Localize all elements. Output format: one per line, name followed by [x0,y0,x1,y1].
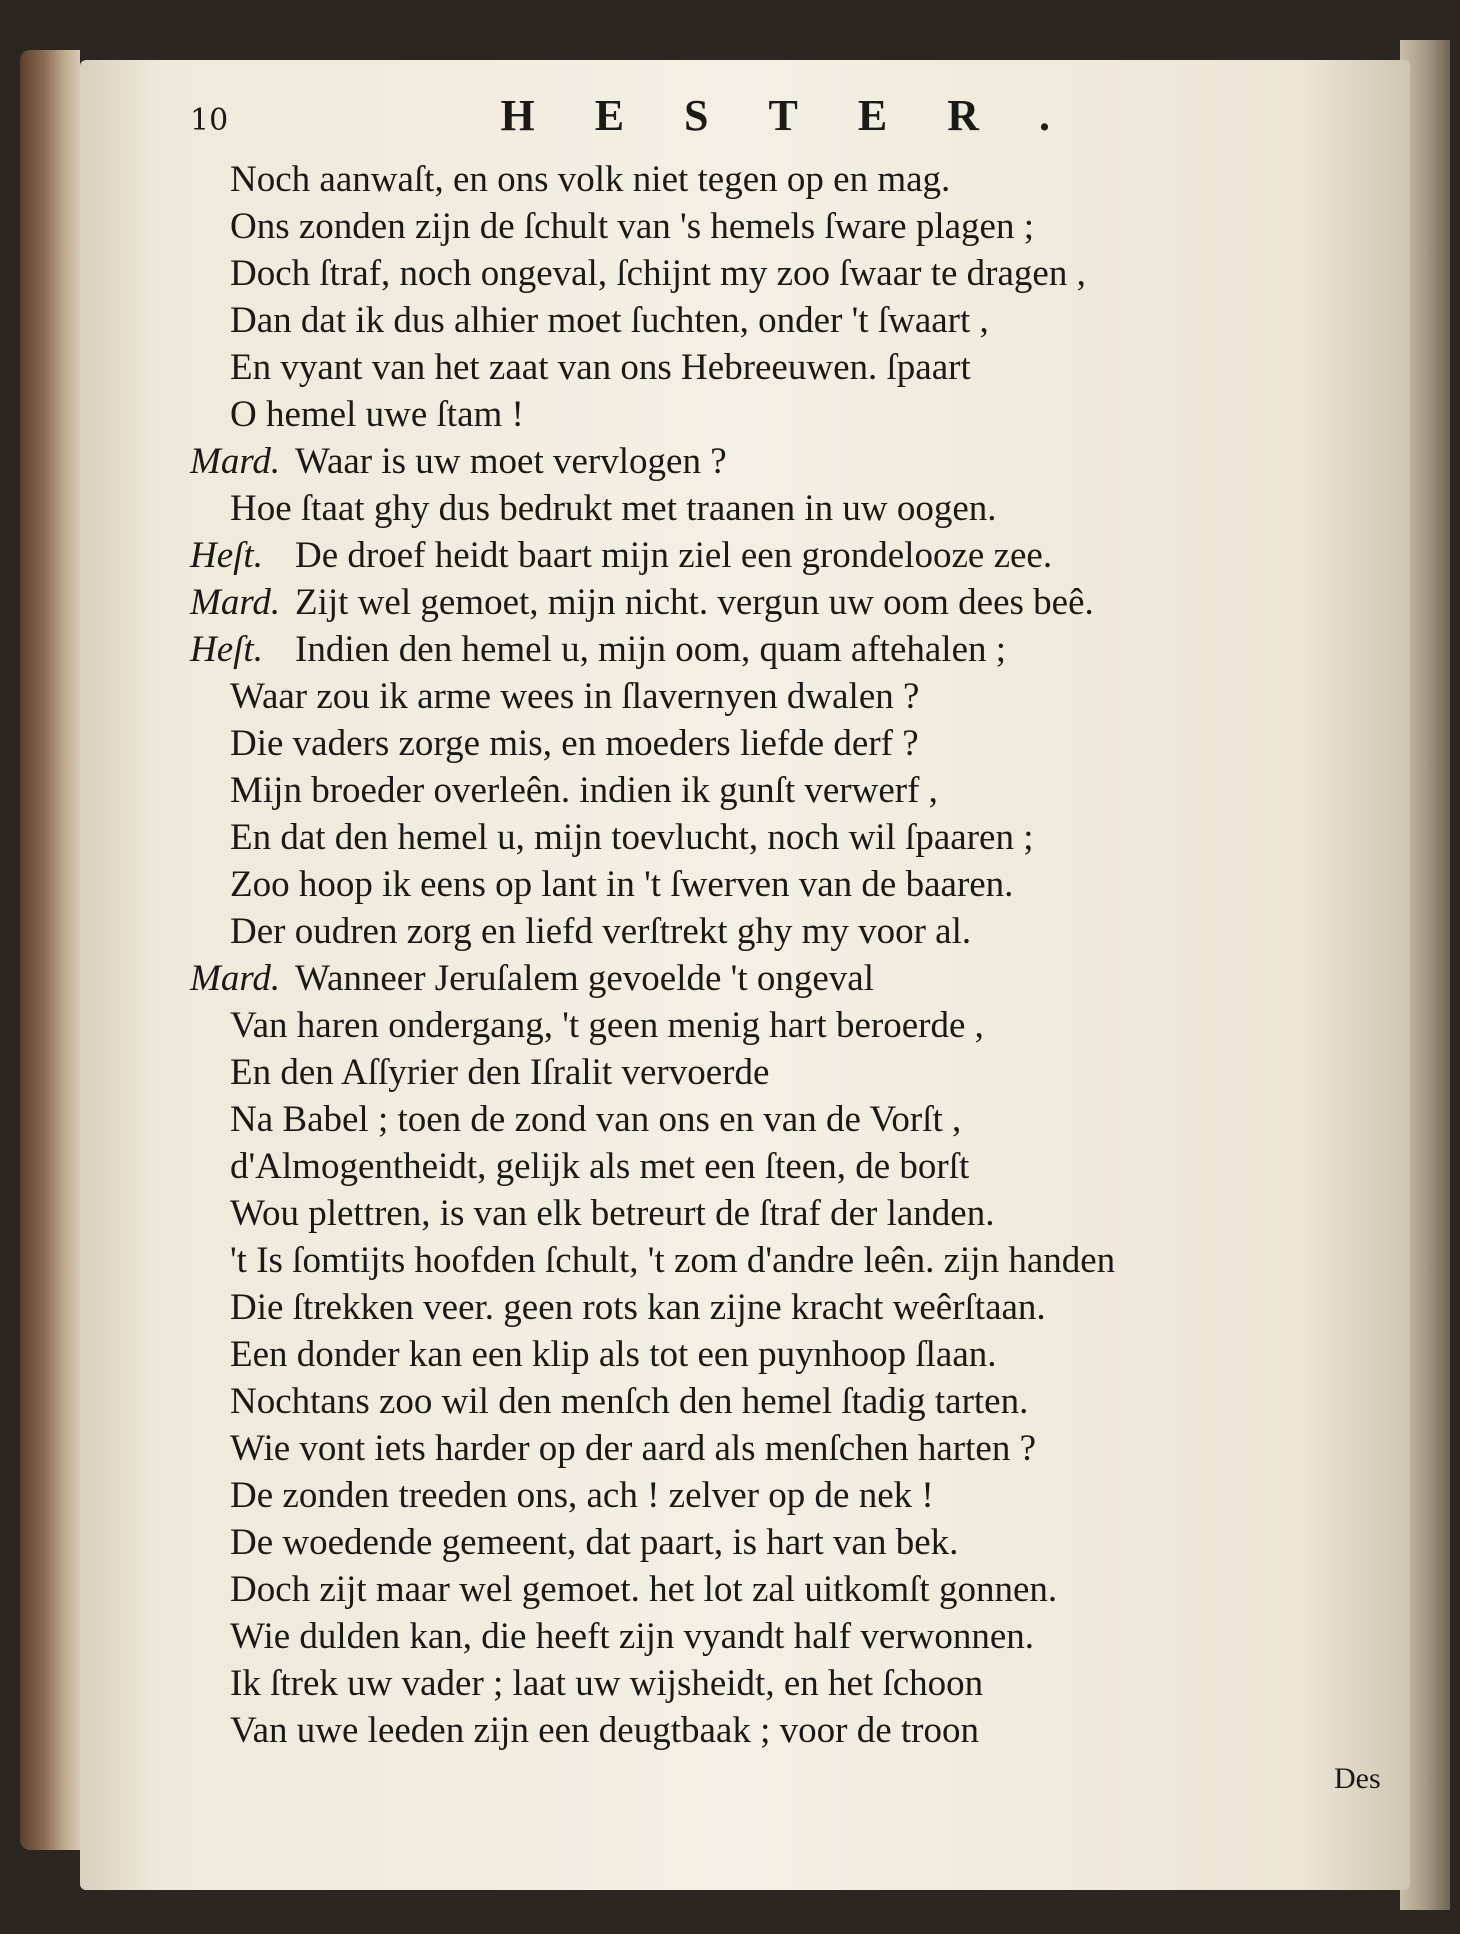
book-edge-left [20,50,80,1850]
verse-text: Waar is uw moet vervlogen ? [295,441,727,482]
verse-line [190,1378,1350,1425]
verse-text: Na Babel ; toen de zond van ons en van de Vorſt , [230,1099,962,1140]
verse-text: Die vaders zorge mis, en moeders liefde derf ? [230,723,919,764]
verse-text: Waar zou ik arme wees in ſlavernyen dwalen ? [230,676,920,717]
verse-line [190,861,1350,908]
verse-text: De zonden treeden ons, ach ! zelver op de nek ! [230,1475,934,1516]
verse-line [190,626,1350,673]
verse-text: Wanneer Jeruſalem gevoelde 't ongeval [295,958,874,999]
running-title: HESTER. [500,91,1110,140]
verse-text: Zoo hoop ik eens op lant in 't ſwerven van de baaren. [230,864,1014,905]
verse-text: 't Is ſomtijts hoofden ſchult, 't zom d'andre leên. zijn handen [230,1240,1116,1281]
verse-text: Noch aanwaſt, en ons volk niet tegen op en mag. [230,159,951,200]
verse-line [190,1613,1350,1660]
verse-line [190,1096,1350,1143]
verse-line [190,908,1350,955]
verse-text: Zijt wel gemoet, mijn nicht. vergun uw oom dees beê. [295,582,1094,623]
verse-line [190,673,1350,720]
verse-text: O hemel uwe ſtam ! [230,394,524,435]
verse-line [190,1425,1350,1472]
verse-text: En den Aſſyrier den Iſralit vervoerde [230,1052,770,1093]
verse-line [190,297,1350,344]
verse-text: Die ſtrekken veer. geen rots kan zijne kracht weêrſtaan. [230,1287,1046,1328]
verse-line [190,767,1350,814]
verse-text: Doch zijt maar wel gemoet. het lot zal uitkomſt gonnen. [230,1569,1058,1610]
verse-line [190,1237,1350,1284]
verse-line [190,1566,1350,1613]
verse-line [190,955,1350,1002]
speaker-label: Mard. [190,582,281,623]
verse-text: Wie dulden kan, die heeft zijn vyandt half verwonnen. [230,1616,1035,1657]
verse-text: Dan dat ik dus alhier moet ſuchten, onder 't ſwaart , [230,300,989,341]
verse-line [190,485,1350,532]
verse-text: d'Almogentheidt, gelijk als met een ſteen, de borſt [230,1146,970,1187]
speaker-label: Heſt. [190,629,263,670]
verse-text: De droef heidt baart mijn ziel een grondelooze zee. [295,535,1053,576]
page-header [190,90,1110,150]
page-number: 10 [190,103,229,138]
verse-line [190,1284,1350,1331]
verse-text: Van haren ondergang, 't geen menig hart beroerde , [230,1005,984,1046]
verse-line [190,1143,1350,1190]
verse-text: Mijn broeder overleên. indien ik gunſt verwerf , [230,770,938,811]
verse-text: Doch ſtraf, noch ongeval, ſchijnt my zoo ſwaar te dragen , [230,253,1086,294]
verse-line [190,1002,1350,1049]
verse-text: Indien den hemel u, mijn oom, quam aftehalen ; [295,629,1007,670]
verse-text: Van uwe leeden zijn een deugtbaak ; voor de troon [230,1710,979,1751]
verse-line [190,250,1350,297]
verse-lines [190,156,1350,1754]
verse-line [190,203,1350,250]
verse-text: Nochtans zoo wil den menſch den hemel ſtadig tarten. [230,1381,1029,1422]
verse-line [190,1190,1350,1237]
verse-text: Een donder kan een klip als tot een puynhoop ſlaan. [230,1334,997,1375]
verse-text: Ons zonden zijn de ſchult van 's hemels ſware plagen ; [230,206,1034,247]
verse-text: En vyant van het zaat van ons Hebreeuwen. ſpaart [230,347,971,388]
verse-text: Der oudren zorg en liefd verſtrekt ghy my voor al. [230,911,972,952]
verse-line [190,156,1350,203]
verse-line [190,1049,1350,1096]
verse-text: De woedende gemeent, dat paart, is hart van bek. [230,1522,959,1563]
verse-line [190,532,1350,579]
verse-text: Hoe ſtaat ghy dus bedrukt met traanen in uw oogen. [230,488,997,529]
catchword: Des [1334,1762,1381,1795]
verse-text: Wie vont iets harder op der aard als menſchen harten ? [230,1428,1036,1469]
verse-line [190,814,1350,861]
speaker-label: Heſt. [190,535,263,576]
verse-line [190,391,1350,438]
verse-text: Wou plettren, is van elk betreurt de ſtraf der landen. [230,1193,995,1234]
speaker-label: Mard. [190,958,281,999]
verse-line [190,344,1350,391]
verse-line [190,579,1350,626]
verse-line [190,720,1350,767]
verse-line [190,1472,1350,1519]
verse-line [190,438,1350,485]
speaker-label: Mard. [190,441,281,482]
verse-text: En dat den hemel u, mijn toevlucht, noch wil ſpaaren ; [230,817,1034,858]
verse-line [190,1660,1350,1707]
verse-text: Ik ſtrek uw vader ; laat uw wijsheidt, en het ſchoon [230,1663,984,1704]
verse-line [190,1519,1350,1566]
verse-line [190,1331,1350,1378]
verse-line [190,1707,1350,1754]
